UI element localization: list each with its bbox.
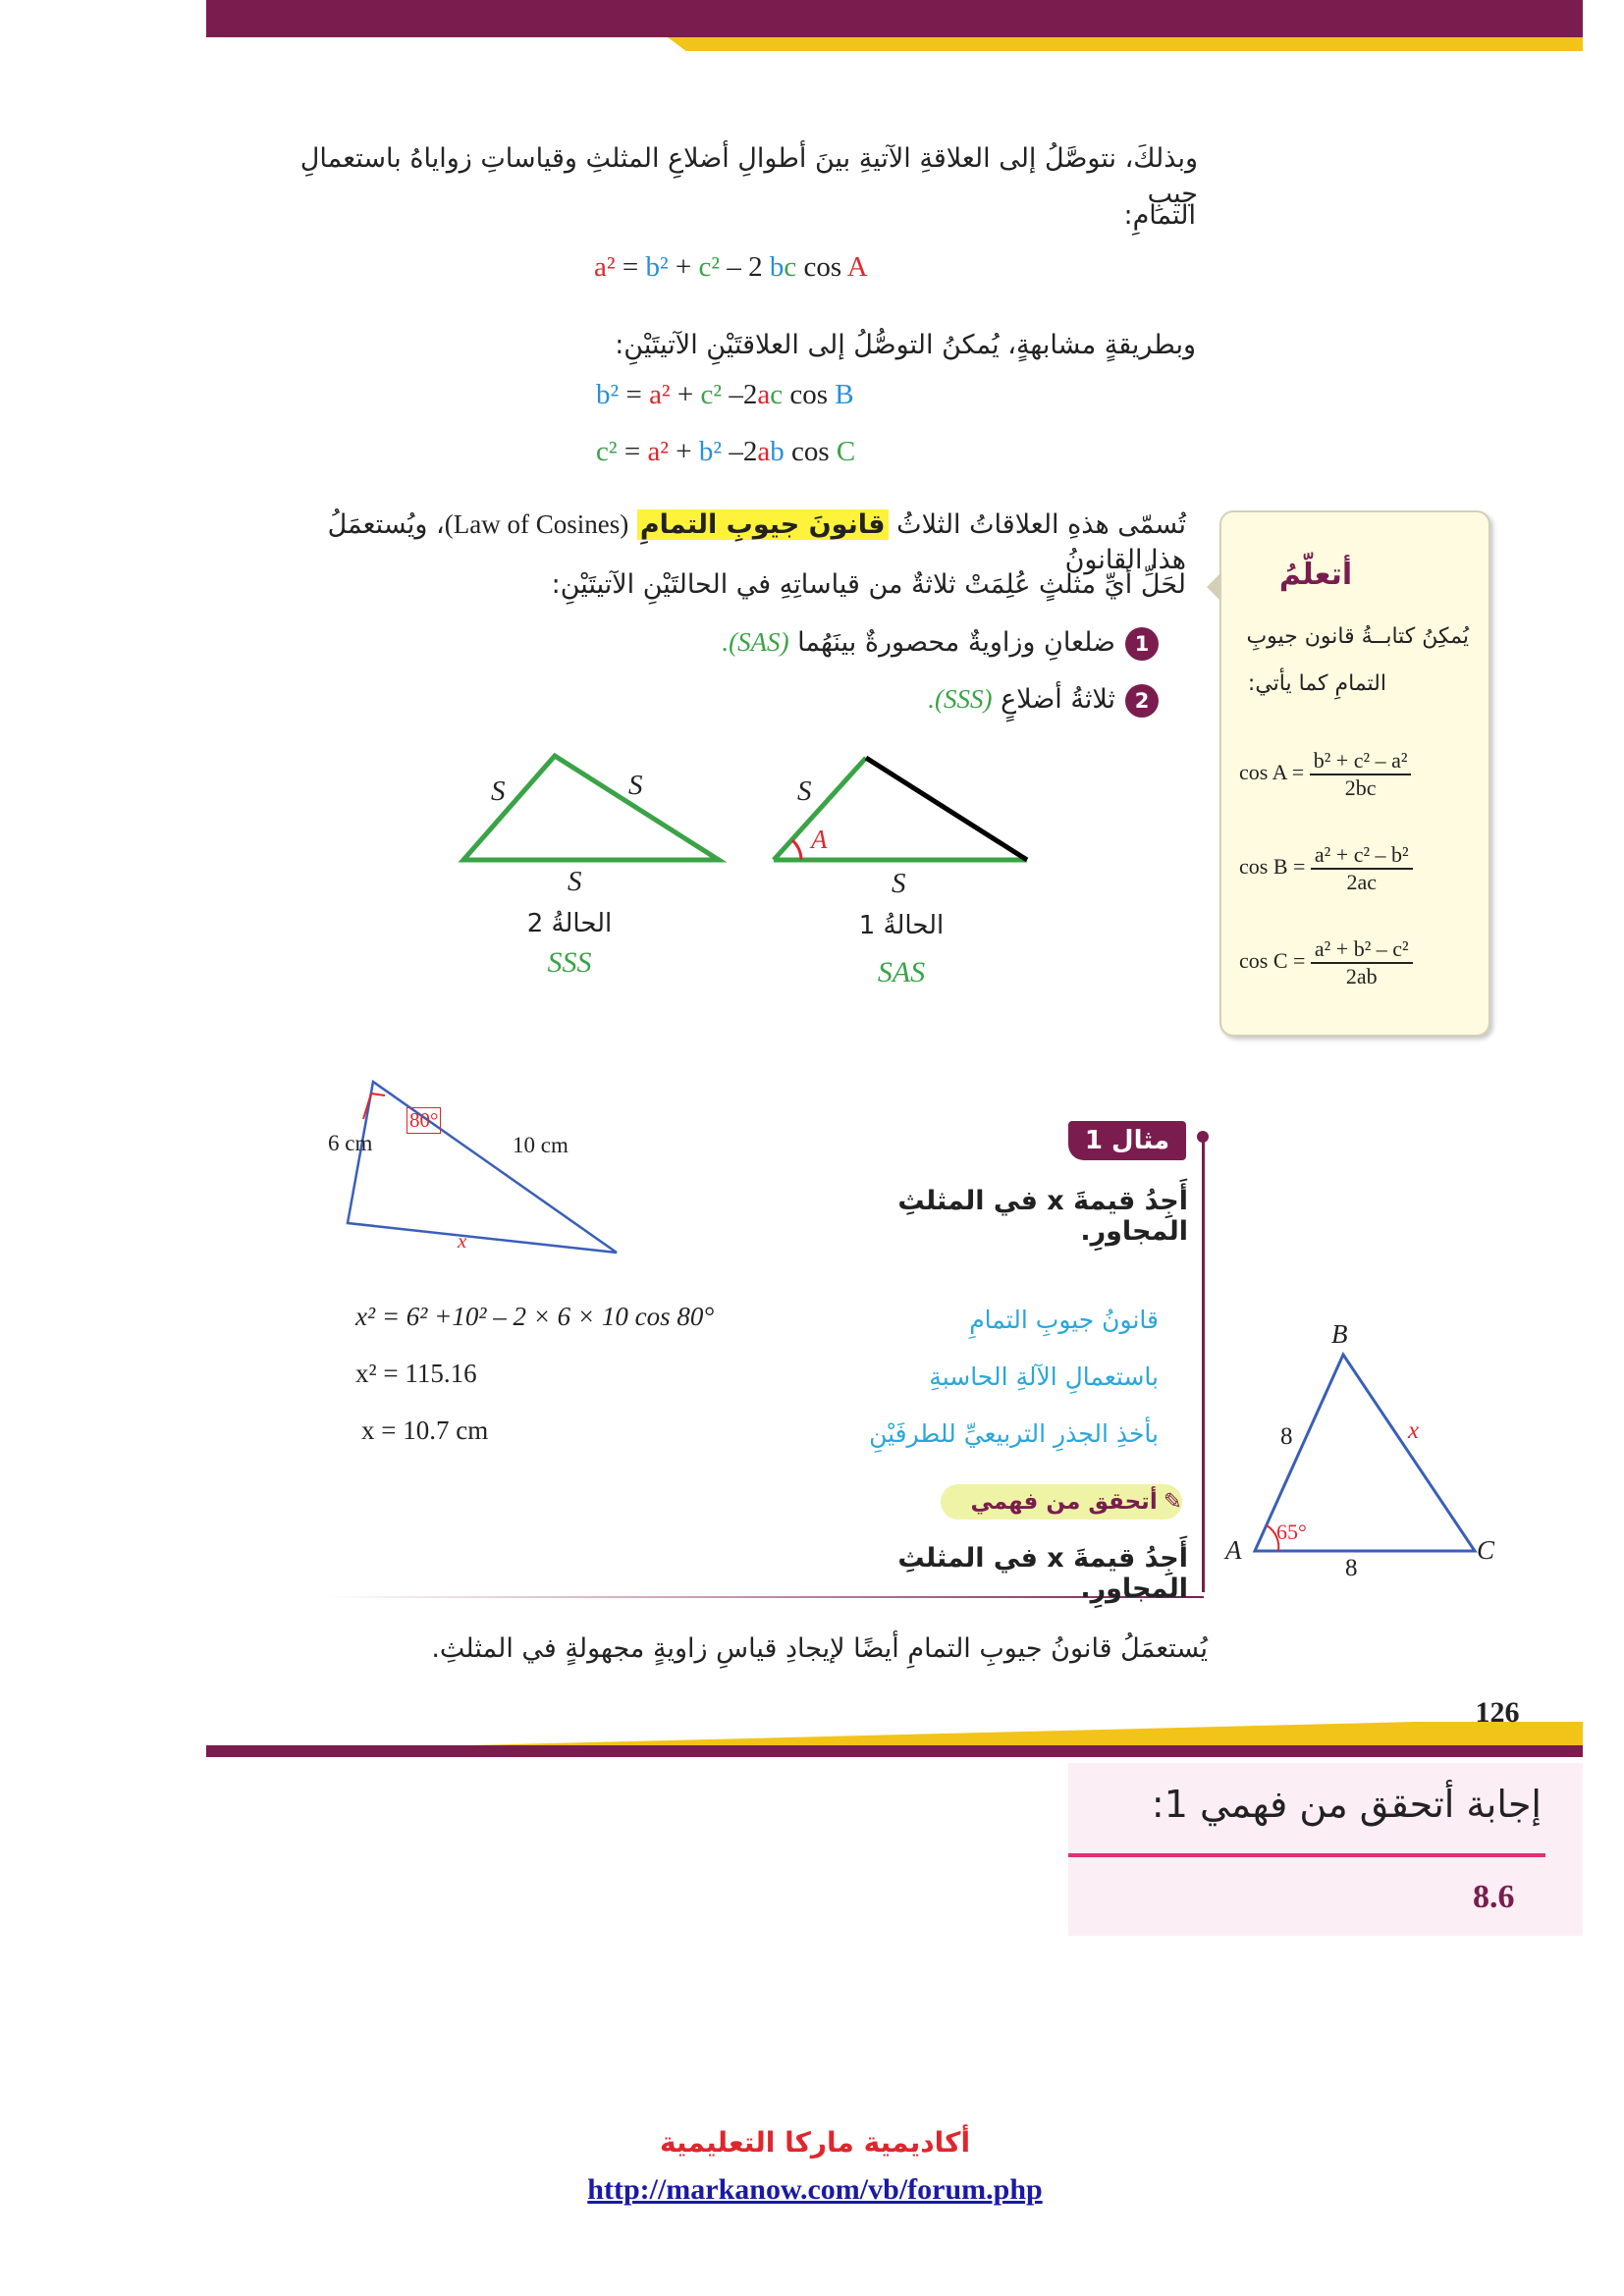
- step-2-note: باستعمالِ الآلةِ الحاسبةِ: [929, 1362, 1159, 1391]
- case2-type: SSS: [547, 946, 592, 979]
- learn-box-pointer: [1207, 573, 1220, 601]
- case-item-2: 2ثلاثةُ أضلاعٍ (SSS).: [491, 681, 1159, 718]
- example-triangle: [334, 1080, 628, 1256]
- check-side-AC: 8: [1345, 1555, 1358, 1581]
- example-unknown: x: [458, 1229, 467, 1253]
- credits-url[interactable]: http://markanow.com/vb/forum.php: [587, 2173, 1043, 2206]
- formula-a: a² = b² + c² – 2 bc cos A: [594, 251, 868, 283]
- case2-label: الحالةُ 2: [526, 909, 613, 938]
- example-angle: 80°: [406, 1107, 441, 1134]
- step-1-note: قانونُ جيوبِ التمامِ: [969, 1306, 1159, 1334]
- law-line-2: لحَلِّ أيِّ مثلثٍ عُلِمَتْ ثلاثةٌ من قياساتِهِ في الحالتَيْنِ الآتيتَيْنِ:: [551, 569, 1186, 600]
- sss-label-base: S: [568, 866, 582, 897]
- pencil-icon: ✎: [1163, 1489, 1182, 1515]
- case-item-1: 1ضلعانِ وزاويةٌ محصورةٌ بينَهُما (SAS).: [491, 624, 1159, 661]
- law-line-1: تُسمّى هذهِ العلاقاتُ الثلاثُ قانونَ جيوبِ التمامِ (Law of Cosines)، ويُستعمَلُ هذا القانونُ: [327, 509, 1186, 575]
- check-label: ✎أتحقق من فهمي: [941, 1484, 1182, 1520]
- similar-text: وبطريقةٍ مشابهةٍ، يُمكنُ التوصُّلُ إلى العلاقتَيْنِ الآتيتَيْنِ:: [615, 330, 1196, 360]
- page-number: 126: [1475, 1696, 1520, 1729]
- case1-type: SAS: [877, 956, 926, 988]
- credits-academy: أكاديمية ماركا التعليمية: [659, 2126, 971, 2159]
- sss-label-right: S: [628, 770, 643, 801]
- header-bar: [206, 0, 1583, 37]
- learn-formula-cosA: cos A = $\frac{\text{b² + c² – a²}}{2bc}$: [1239, 748, 1411, 801]
- formula-c: c² = a² + b² –2ab cos C: [596, 436, 856, 467]
- example-dot: [1197, 1131, 1209, 1143]
- example-prompt: أَجِدُ قيمةَ x في المثلثِ المجاورِ.: [897, 1186, 1188, 1247]
- footer-accent-bar: [471, 1722, 1583, 1745]
- footer-note: يُستعمَلُ قانونُ جيوبِ التمامِ أيضًا لإيجادِ قياسِ زاويةٍ مجهولةٍ في المثلثِ.: [431, 1633, 1208, 1664]
- step-3-note: بأخذِ الجذرِ التربيعيِّ للطرفَيْنِ: [869, 1419, 1159, 1448]
- step-3-eq: x = 10.7 cm: [361, 1415, 489, 1445]
- case1-label: الحالةُ 1: [858, 911, 945, 940]
- example-side-10: 10 cm: [513, 1133, 568, 1157]
- example-badge: مثال 1: [1068, 1121, 1186, 1160]
- learn-formula-cosB: cos B = $\frac{\text{a² + c² – b²}}{2ac}$: [1239, 842, 1413, 895]
- check-prompt: أَجِدُ قيمةَ x في المثلثِ المجاورِ.: [897, 1543, 1188, 1604]
- check-vertex-B: B: [1331, 1319, 1348, 1349]
- step-2-eq: x² = 115.16: [355, 1359, 477, 1388]
- answer-value: 8.6: [1473, 1879, 1515, 1915]
- learn-box-text-2: التمامِ كما يأتي:: [1247, 671, 1386, 696]
- example-side-6: 6 cm: [328, 1131, 373, 1155]
- law-term: قانونَ جيوبِ التمامِ: [637, 509, 889, 540]
- check-vertex-C: C: [1477, 1535, 1495, 1565]
- intro-line-1: وبذلكَ، نتوصَّلُ إلى العلاقةِ الآتيةِ بينَ أطوالِ أضلاعِ المثلثِ وقياساتِ زواياهُ باستعمالِ جيبِ: [299, 143, 1198, 209]
- sas-label-left: S: [797, 775, 812, 807]
- sas-label-base: S: [892, 868, 906, 899]
- check-vertex-A: A: [1225, 1535, 1242, 1565]
- step-1-eq: x² = 6² +10² – 2 × 6 × 10 cos 80°: [355, 1302, 715, 1331]
- check-side-AB: 8: [1280, 1423, 1293, 1450]
- sas-angle-arc: [792, 840, 801, 860]
- learn-box-text-1: يُمكِنُ كتابــةُ قانون جيوبِ: [1246, 624, 1469, 649]
- learn-formula-cosC: cos C = $\frac{\text{a² + b² – c²}}{2ab}$: [1239, 936, 1413, 989]
- check-side-BC: x: [1408, 1417, 1420, 1444]
- answer-title: إجابة أتحقق من فهمي 1:: [1151, 1783, 1542, 1826]
- sss-triangle: [463, 756, 719, 860]
- header-accent-bar: [668, 37, 1583, 51]
- footer-bar: [206, 1745, 1583, 1757]
- learn-box-title: أتعلّمُ: [1278, 558, 1353, 592]
- sss-label-left: S: [491, 775, 506, 807]
- example-divider-vertical: [1202, 1139, 1205, 1592]
- formula-b: b² = a² + c² –2ac cos B: [596, 379, 854, 410]
- intro-line-2: التمامِ:: [1123, 200, 1196, 231]
- sas-side-unknown: [866, 758, 1027, 860]
- answer-divider: [1068, 1853, 1545, 1857]
- sas-angle-label: A: [811, 825, 828, 854]
- check-angle: 65°: [1276, 1520, 1307, 1544]
